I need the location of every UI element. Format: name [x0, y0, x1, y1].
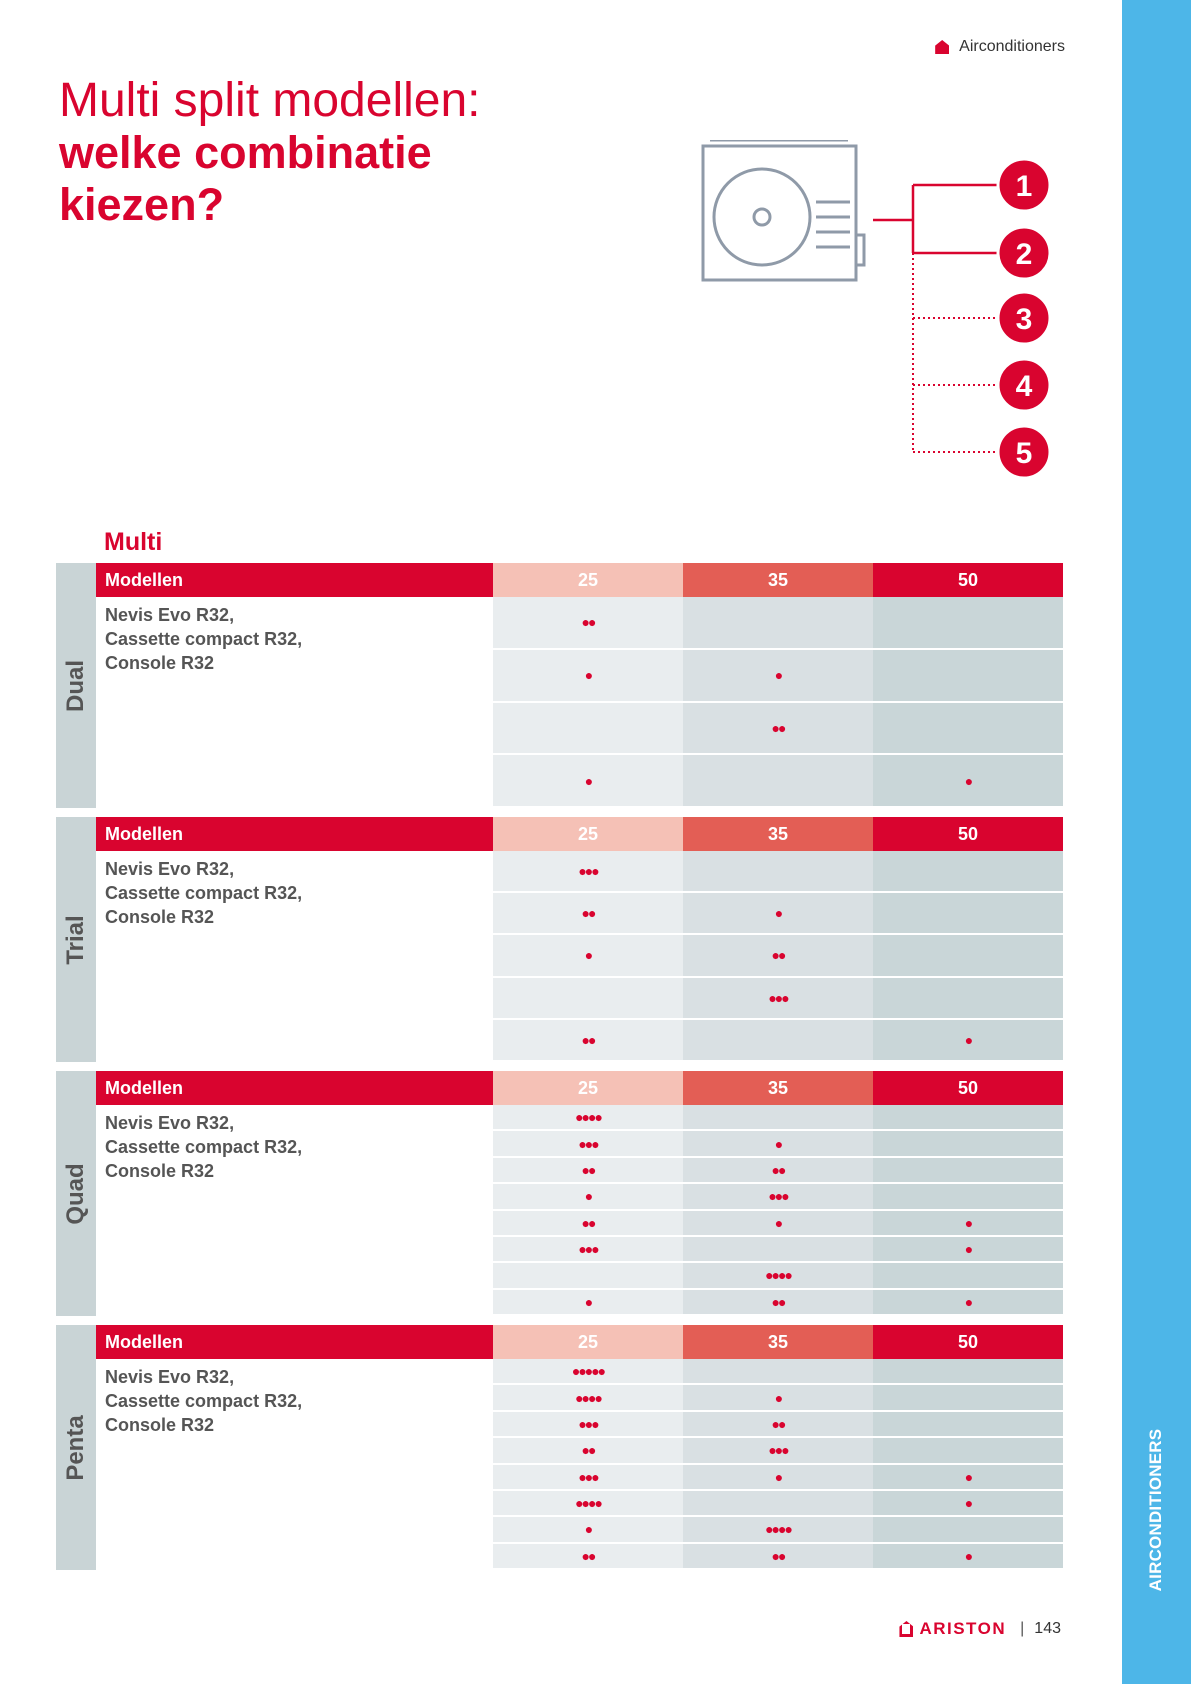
- models-header: Modellen: [105, 1078, 184, 1098]
- table-header: [96, 563, 1063, 597]
- unit-count-cell: ●: [873, 1237, 1063, 1263]
- unit-count-cell: ●●●: [493, 851, 683, 893]
- unit-count-cell: ●●: [683, 1412, 873, 1438]
- unit-count-cell: [873, 597, 1063, 650]
- unit-count-cell: [683, 1359, 873, 1385]
- unit-count-cell: ●: [493, 755, 683, 808]
- table-row: [493, 893, 1063, 935]
- page-subtitle: welke combinatie kiezen?: [59, 127, 432, 230]
- unit-count-cell: ●●●: [493, 1237, 683, 1263]
- unit-count-cell: [873, 1438, 1063, 1464]
- unit-count-cell: ●: [873, 1491, 1063, 1517]
- unit-count-cell: [683, 597, 873, 650]
- outlet-number: 1: [1015, 170, 1033, 203]
- unit-count-cell: ●●●●: [493, 1105, 683, 1131]
- unit-count-cell: [683, 755, 873, 808]
- outlet-number: 3: [1015, 303, 1033, 336]
- table-row: [493, 1517, 1063, 1543]
- column-header: 35: [683, 817, 873, 851]
- unit-count-cell: [873, 893, 1063, 935]
- table-row: [493, 703, 1063, 756]
- group-label-cell: [56, 817, 96, 1062]
- unit-count-cell: [873, 1105, 1063, 1131]
- unit-count-cell: ●●●●●: [493, 1359, 683, 1385]
- group-label-cell: [56, 563, 96, 808]
- table-row: [493, 1465, 1063, 1491]
- unit-count-cell: [683, 1105, 873, 1131]
- table-dual: [56, 563, 1063, 808]
- unit-count-cell: ●●: [493, 893, 683, 935]
- unit-count-cell: ●●●●: [493, 1385, 683, 1411]
- unit-count-cell: [873, 1412, 1063, 1438]
- unit-count-cell: [873, 978, 1063, 1020]
- unit-count-cell: [873, 650, 1063, 703]
- unit-count-cell: ●: [683, 1211, 873, 1237]
- unit-count-cell: [683, 851, 873, 893]
- unit-count-cell: ●: [683, 650, 873, 703]
- unit-count-cell: ●●: [493, 597, 683, 650]
- table-row: [493, 1290, 1063, 1316]
- group-label: Dual: [62, 659, 89, 712]
- unit-count-cell: [873, 1158, 1063, 1184]
- unit-count-cell: ●: [493, 1517, 683, 1543]
- model-list: Nevis Evo R32, Cassette compact R32, Console R32: [105, 1113, 303, 1181]
- unit-count-cell: ●: [873, 1211, 1063, 1237]
- unit-count-cell: ●●: [683, 1544, 873, 1570]
- unit-count-cell: [873, 1131, 1063, 1157]
- unit-count-cell: ●●: [683, 1158, 873, 1184]
- outlet-number: 5: [1015, 437, 1033, 470]
- brand-logo: [899, 1619, 1006, 1639]
- unit-count-cell: ●: [873, 1020, 1063, 1062]
- table-row: [493, 1263, 1063, 1289]
- table-row: [493, 1211, 1063, 1237]
- unit-count-cell: ●●: [683, 935, 873, 977]
- table-penta: [56, 1325, 1063, 1570]
- unit-count-cell: ●: [683, 1385, 873, 1411]
- column-header: 50: [873, 1325, 1063, 1359]
- unit-count-cell: ●: [873, 1465, 1063, 1491]
- unit-count-cell: ●●: [493, 1438, 683, 1464]
- column-header: 50: [873, 817, 1063, 851]
- unit-count-cell: ●●: [493, 1211, 683, 1237]
- group-label: Penta: [62, 1414, 89, 1481]
- models-header: Modellen: [105, 1332, 184, 1352]
- model-list: Nevis Evo R32, Cassette compact R32, Console R32: [105, 605, 303, 673]
- table-header: [96, 1325, 1063, 1359]
- footer-separator: |: [1020, 1620, 1025, 1637]
- unit-count-cell: ●●●●: [493, 1491, 683, 1517]
- house-icon: [935, 40, 949, 54]
- group-label: Trial: [62, 914, 89, 965]
- unit-count-cell: [683, 1237, 873, 1263]
- unit-count-cell: [873, 1184, 1063, 1210]
- column-header: 25: [493, 563, 683, 597]
- unit-count-cell: ●●●: [683, 1184, 873, 1210]
- table-quad: [56, 1071, 1063, 1316]
- unit-count-cell: ●●: [493, 1544, 683, 1570]
- unit-count-cell: [873, 1359, 1063, 1385]
- combination-rows: [493, 1105, 1063, 1316]
- footer: [899, 1619, 1061, 1639]
- column-header: 50: [873, 563, 1063, 597]
- combination-rows: [493, 597, 1063, 808]
- table-row: [493, 1359, 1063, 1385]
- table-row: [493, 978, 1063, 1020]
- table-row: [493, 1020, 1063, 1062]
- ariston-logo-icon: [899, 1621, 913, 1637]
- page-title: Multi split modellen:: [59, 74, 481, 127]
- unit-count-cell: ●●●: [493, 1465, 683, 1491]
- table-row: [493, 1184, 1063, 1210]
- table-trial: [56, 817, 1063, 1062]
- group-label-cell: [56, 1071, 96, 1316]
- table-row: [493, 755, 1063, 808]
- table-row: [493, 1438, 1063, 1464]
- unit-count-cell: ●●: [683, 1290, 873, 1316]
- unit-count-cell: [493, 1263, 683, 1289]
- table-row: [493, 1237, 1063, 1263]
- table-row: [493, 1105, 1063, 1131]
- outlet-number: 2: [1015, 238, 1033, 271]
- outdoor-unit-diagram: [698, 140, 1058, 480]
- unit-count-cell: ●: [493, 1290, 683, 1316]
- unit-count-cell: [873, 935, 1063, 977]
- column-header: 35: [683, 1325, 873, 1359]
- combination-rows: [493, 851, 1063, 1062]
- brand-name: ARISTON: [919, 1619, 1007, 1638]
- table-row: [493, 1158, 1063, 1184]
- unit-count-cell: ●●●: [493, 1131, 683, 1157]
- unit-count-cell: ●: [493, 935, 683, 977]
- unit-count-cell: ●: [683, 1131, 873, 1157]
- unit-count-cell: [493, 978, 683, 1020]
- unit-count-cell: ●●●●: [683, 1263, 873, 1289]
- group-label-cell: [56, 1325, 96, 1570]
- table-header: [96, 817, 1063, 851]
- breadcrumb[interactable]: [935, 38, 1065, 56]
- table-row: [493, 851, 1063, 893]
- unit-count-cell: [683, 1491, 873, 1517]
- unit-count-cell: ●: [683, 1465, 873, 1491]
- model-list: Nevis Evo R32, Cassette compact R32, Console R32: [105, 859, 303, 927]
- column-header: 35: [683, 563, 873, 597]
- unit-count-cell: ●: [493, 1184, 683, 1210]
- combination-rows: [493, 1359, 1063, 1570]
- models-header: Modellen: [105, 824, 184, 844]
- breadcrumb-label: Airconditioners: [959, 38, 1065, 55]
- outdoor-unit-icon: [703, 146, 856, 280]
- model-list: Nevis Evo R32, Cassette compact R32, Console R32: [105, 1367, 303, 1435]
- group-label: Quad: [62, 1162, 89, 1225]
- unit-count-cell: ●●●●: [683, 1517, 873, 1543]
- page-number: 143: [1034, 1620, 1061, 1637]
- table-row: [493, 650, 1063, 703]
- unit-count-cell: [493, 703, 683, 756]
- outlet-number: 4: [1015, 370, 1033, 403]
- table-header: [96, 1071, 1063, 1105]
- column-header: 25: [493, 817, 683, 851]
- unit-count-cell: ●●: [493, 1158, 683, 1184]
- column-header: 25: [493, 1071, 683, 1105]
- unit-count-cell: [873, 1517, 1063, 1543]
- unit-count-cell: [683, 1020, 873, 1062]
- table-row: [493, 1131, 1063, 1157]
- unit-count-cell: ●●: [493, 1020, 683, 1062]
- unit-count-cell: [873, 1263, 1063, 1289]
- unit-count-cell: ●●●: [683, 1438, 873, 1464]
- unit-count-cell: ●●●: [493, 1412, 683, 1438]
- section-title: Multi: [104, 528, 163, 556]
- unit-count-cell: ●: [873, 1544, 1063, 1570]
- table-row: [493, 1544, 1063, 1570]
- unit-count-cell: [873, 1385, 1063, 1411]
- column-header: 50: [873, 1071, 1063, 1105]
- table-row: [493, 597, 1063, 650]
- table-row: [493, 1412, 1063, 1438]
- unit-count-cell: ●: [873, 1290, 1063, 1316]
- sidebar-label: AIRCONDITIONERS: [1146, 1428, 1165, 1592]
- table-row: [493, 1385, 1063, 1411]
- models-header: Modellen: [105, 570, 184, 590]
- table-row: [493, 1491, 1063, 1517]
- column-header: 35: [683, 1071, 873, 1105]
- unit-count-cell: [873, 703, 1063, 756]
- unit-count-cell: ●●●: [683, 978, 873, 1020]
- unit-count-cell: ●: [873, 755, 1063, 808]
- table-row: [493, 935, 1063, 977]
- unit-count-cell: ●●: [683, 703, 873, 756]
- column-header: 25: [493, 1325, 683, 1359]
- unit-count-cell: ●: [683, 893, 873, 935]
- unit-count-cell: ●: [493, 650, 683, 703]
- unit-count-cell: [873, 851, 1063, 893]
